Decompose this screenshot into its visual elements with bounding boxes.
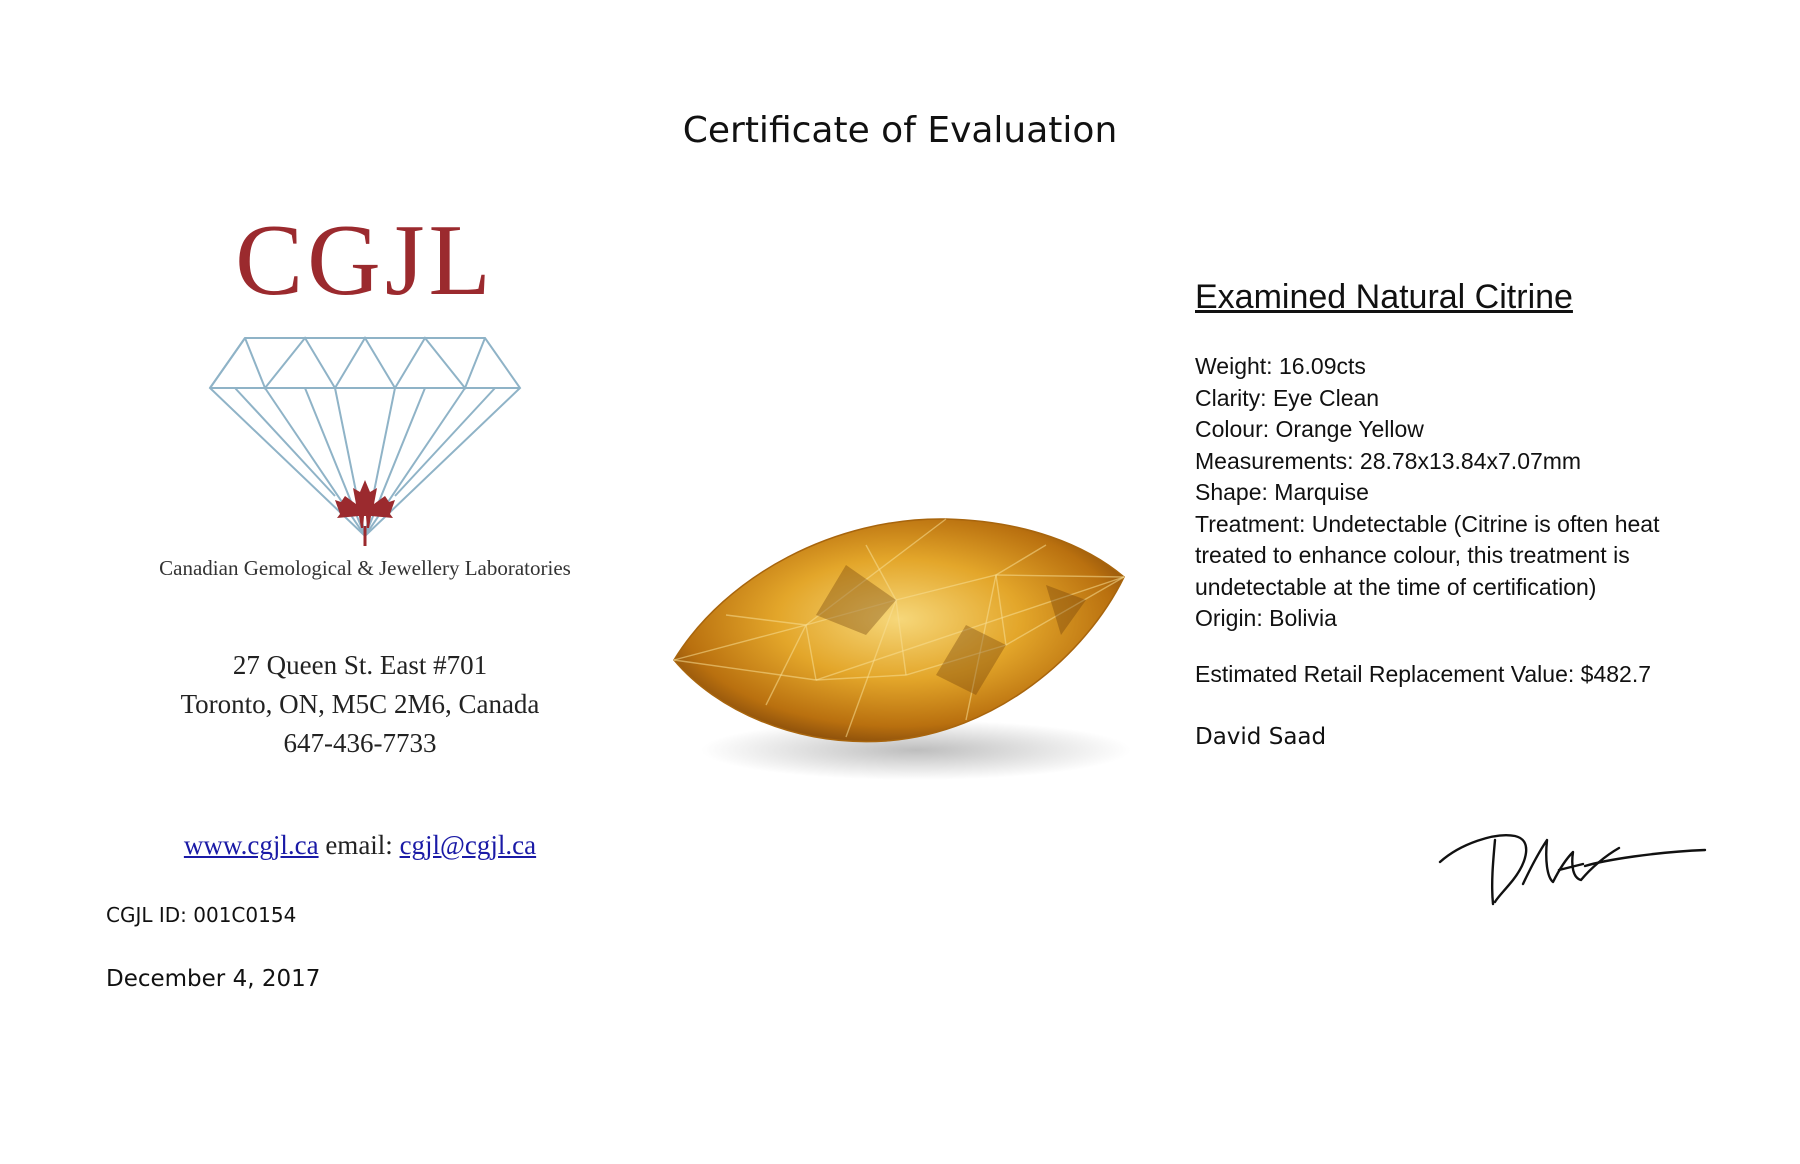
spec-clarity: Clarity: Eye Clean	[1195, 384, 1380, 411]
gem-details	[1195, 278, 1715, 750]
email-label: email:	[325, 830, 393, 860]
email-link[interactable]: cgjl@cgjl.ca	[399, 830, 537, 860]
citrine-gem-image	[666, 505, 1136, 795]
contact-line	[100, 830, 620, 861]
spec-treatment: Treatment: Undetectable (Citrine is often heat treated to enhance colour, this treatment is undetectable at the time of certification)	[1195, 510, 1660, 600]
spec-measurements: Measurements: 28.78x13.84x7.07mm	[1195, 447, 1582, 474]
spec-origin: Origin: Bolivia	[1195, 605, 1337, 631]
address-line-street: 27 Queen St. East #701	[232, 650, 488, 680]
address-line-city: Toronto, ON, M5C 2M6, Canada	[180, 689, 540, 719]
website-link[interactable]: www.cgjl.ca	[183, 830, 319, 860]
address-line-phone: 647-436-7733	[283, 728, 437, 758]
diamond-logo-icon	[205, 336, 525, 546]
spec-colour: Colour: Orange Yellow	[1195, 416, 1424, 442]
certificate-id: CGJL ID: 001C0154	[106, 903, 297, 927]
spec-weight: Weight: 16.09cts	[1195, 353, 1366, 379]
gem-title: Examined Natural Citrine	[1195, 278, 1573, 316]
page-title: Certificate of Evaluation	[682, 110, 1118, 151]
lab-address	[100, 646, 620, 763]
lab-logo-text: CGJL	[235, 204, 495, 317]
signature-image	[1435, 822, 1715, 912]
estimated-value: Estimated Retail Replacement Value: $482.7	[1195, 660, 1652, 687]
lab-name: Canadian Gemological & Jewellery Laboratories	[159, 556, 571, 580]
spec-shape: Shape: Marquise	[1195, 479, 1369, 505]
certificate-date: December 4, 2017	[106, 966, 321, 992]
maple-leaf-icon	[335, 480, 395, 546]
appraiser-name: David Saad	[1195, 723, 1327, 750]
